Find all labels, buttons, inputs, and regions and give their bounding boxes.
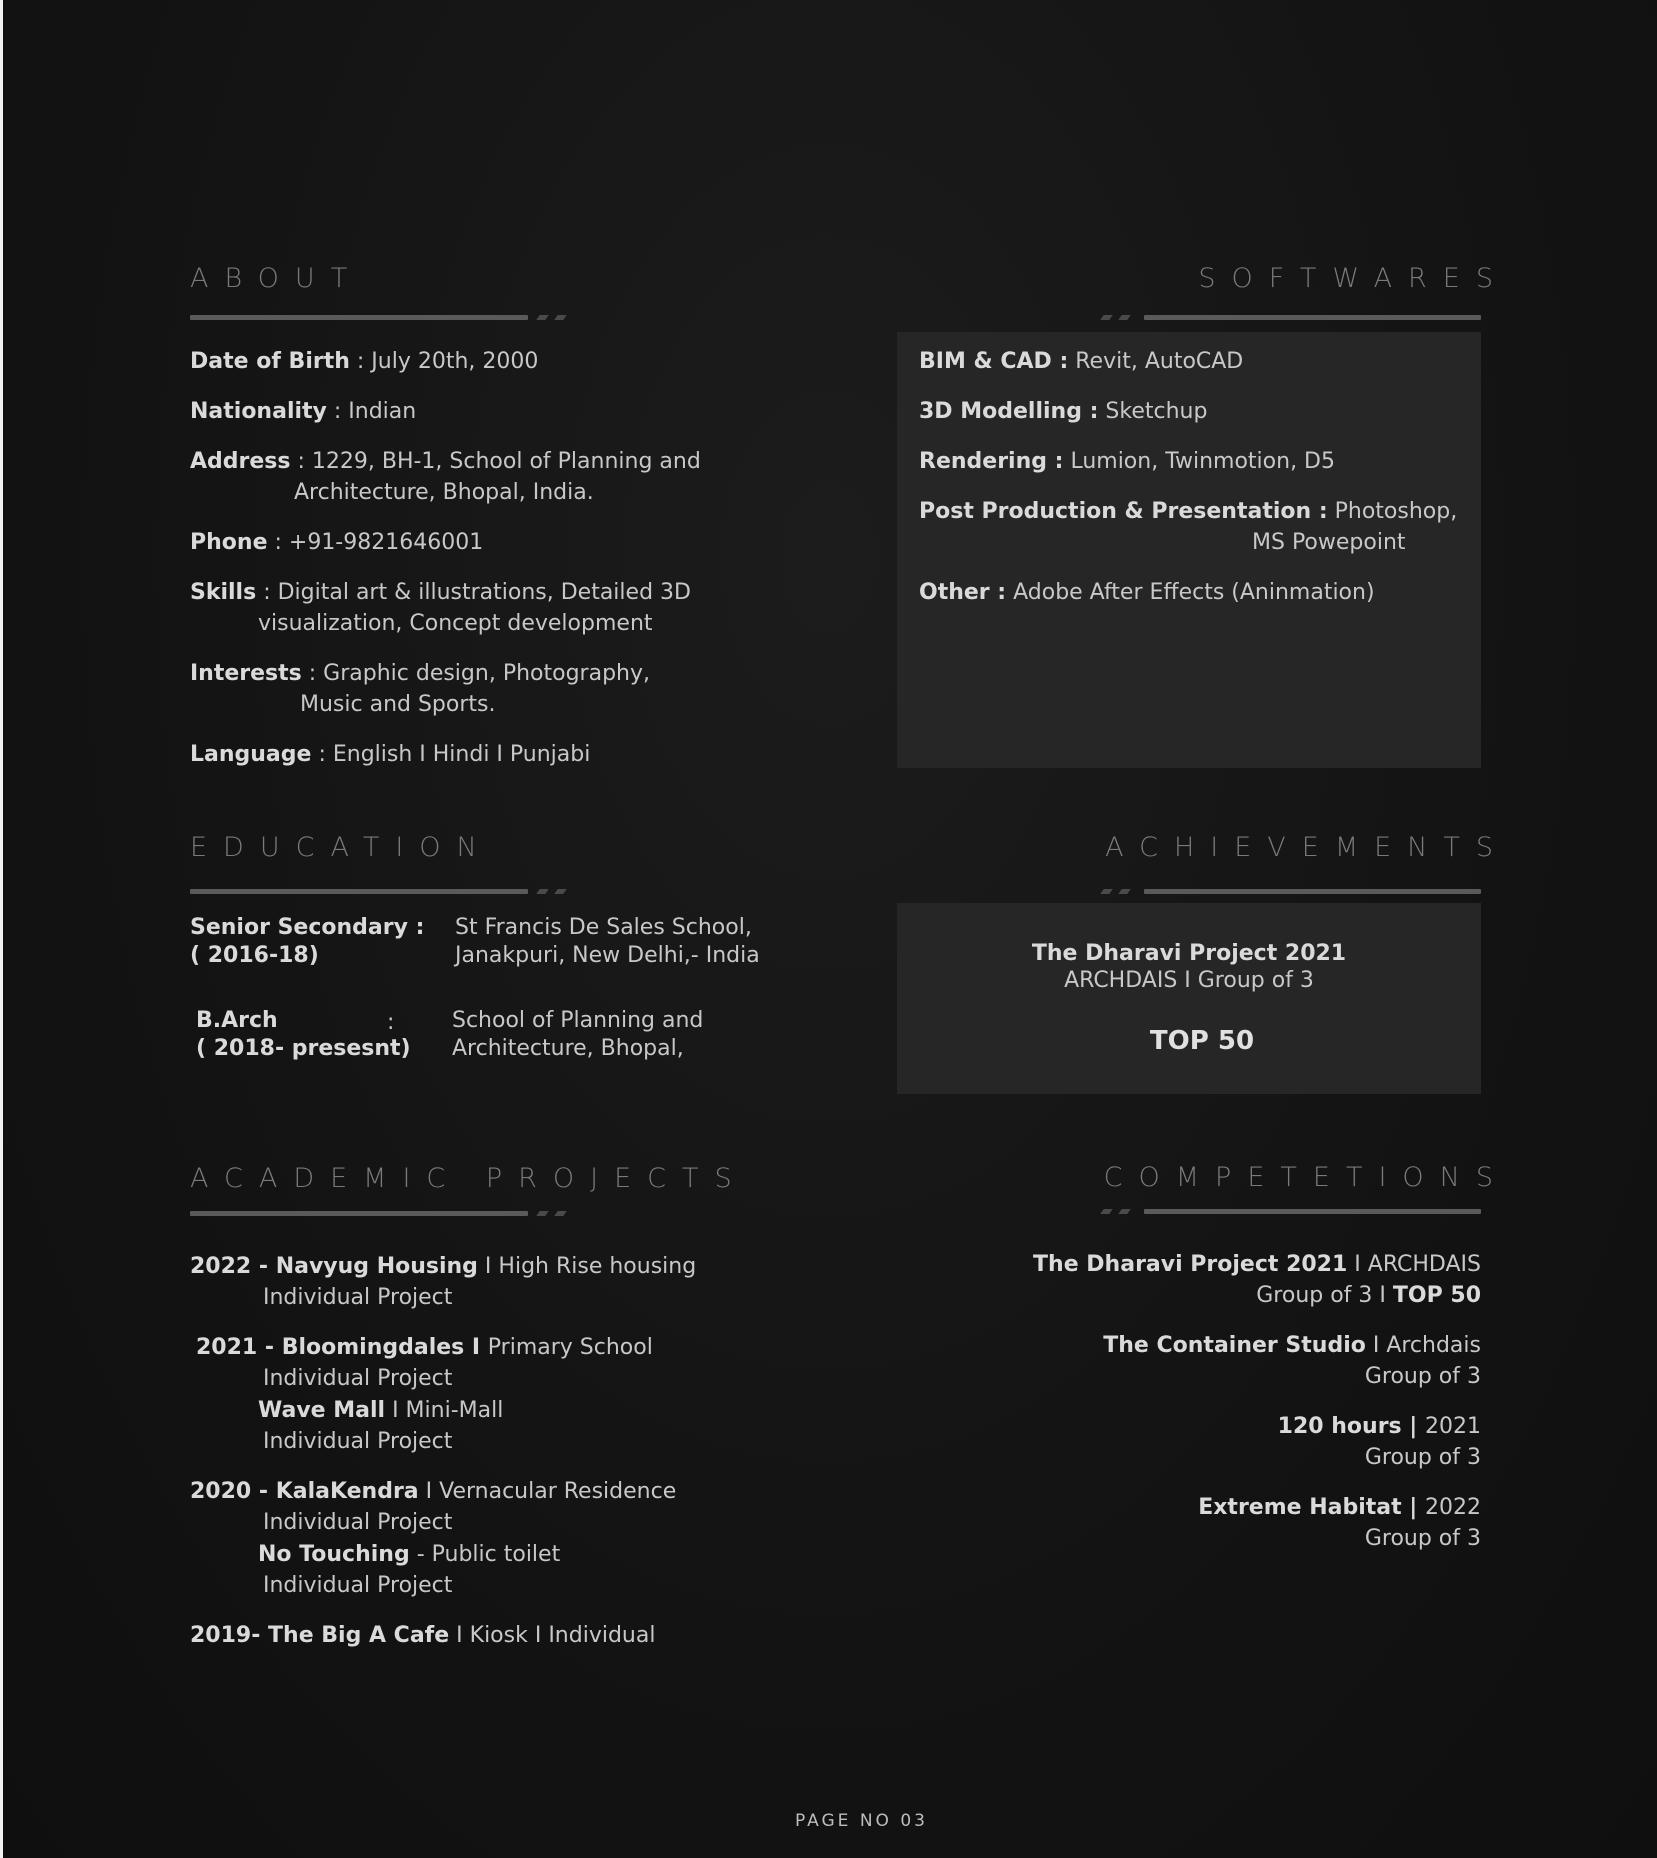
language-value: : English I Hindi I Punjabi: [311, 742, 591, 767]
project-2021: [196, 1332, 653, 1394]
c1-group: Group of 3 I: [1256, 1283, 1393, 1308]
barch-colon: :: [387, 1010, 395, 1035]
about-nationality: [190, 396, 416, 427]
about-interests: [190, 658, 650, 720]
achievement-rank: TOP 50: [1149, 1026, 1255, 1056]
dob-value: : July 20th, 2000: [349, 349, 539, 374]
project-no-touching: [258, 1539, 560, 1601]
project-2019-name: The Big A Cafe: [268, 1623, 450, 1648]
interests-line1: : Graphic design, Photography,: [301, 661, 650, 686]
project-2021-sub: Individual Project: [263, 1366, 453, 1391]
skills-label: Skills: [190, 580, 257, 605]
project-2021-sep: I: [464, 1335, 488, 1360]
language-label: Language: [190, 742, 312, 767]
c1-name: The Dharavi Project 2021: [1033, 1252, 1348, 1277]
project-2020: [190, 1476, 676, 1538]
project-2022-sub: Individual Project: [263, 1285, 453, 1310]
softwares-heading: SOFTWARES: [1198, 263, 1509, 294]
bim-label: BIM & CAD :: [919, 349, 1069, 374]
about-language: [190, 739, 590, 770]
project-wave-mall: [258, 1395, 503, 1457]
dob-label: Date of Birth: [190, 349, 350, 374]
c4-group: Group of 3: [1364, 1526, 1481, 1551]
software-rendering: [919, 446, 1335, 477]
project-2020-sub: Individual Project: [263, 1510, 453, 1535]
touch-type: - Public toilet: [409, 1542, 561, 1567]
competition-120-hours: [1278, 1411, 1481, 1473]
about-phone: [190, 527, 483, 558]
rendering-value: Lumion, Twinmotion, D5: [1063, 449, 1335, 474]
c3-year: 2021: [1425, 1414, 1481, 1439]
project-2021-name: Bloomingdales: [281, 1335, 465, 1360]
rendering-label: Rendering :: [919, 449, 1064, 474]
education-barch-label: [196, 1007, 411, 1063]
senior-school-line2: Janakpuri, New Delhi,- India: [455, 943, 760, 968]
modelling-value: Sketchup: [1098, 399, 1208, 424]
achievement-title: The Dharavi Project 2021: [1031, 941, 1347, 966]
education-barch-school: [452, 1007, 703, 1063]
senior-school-line1: St Francis De Sales School,: [455, 915, 752, 940]
software-bim: [919, 346, 1243, 377]
post-value-line2: MS Powepoint: [1252, 530, 1406, 555]
barch-years: ( 2018- presesnt): [196, 1036, 411, 1061]
project-2019-year: 2019-: [190, 1623, 269, 1648]
page-number: PAGE NO 03: [795, 1811, 928, 1831]
address-label: Address: [190, 449, 291, 474]
c1-org: I ARCHDAIS: [1347, 1252, 1481, 1277]
barch-label: B.Arch: [196, 1008, 278, 1033]
achievements-panel: [897, 903, 1481, 1094]
barch-school-line1: School of Planning and: [452, 1008, 704, 1033]
project-2022-name: Navyug Housing: [275, 1254, 478, 1279]
education-heading: EDUCATION: [190, 832, 493, 863]
project-2021-type: Primary School: [487, 1335, 653, 1360]
bim-value: Revit, AutoCAD: [1068, 349, 1244, 374]
achievement-item: [897, 940, 1481, 994]
touch-sub: Individual Project: [263, 1573, 453, 1598]
c3-name: 120 hours: [1277, 1414, 1402, 1439]
about-rule: [190, 315, 575, 321]
project-2019: [190, 1620, 655, 1651]
other-label: Other :: [919, 580, 1007, 605]
senior-label: Senior Secondary :: [190, 915, 425, 940]
interests-label: Interests: [190, 661, 302, 686]
modelling-label: 3D Modelling :: [919, 399, 1099, 424]
skills-line1: : Digital art & illustrations, Detailed 3D: [256, 580, 691, 605]
software-other: [919, 577, 1375, 608]
about-dob: [190, 346, 538, 377]
project-2019-type: I Kiosk I Individual: [449, 1623, 656, 1648]
post-label: Post Production & Presentation :: [919, 499, 1328, 524]
project-2020-type: I Vernacular Residence: [418, 1479, 677, 1504]
c2-name: The Container Studio: [1103, 1333, 1366, 1358]
competition-dharavi: [1033, 1249, 1481, 1311]
project-2020-year: 2020 -: [190, 1479, 276, 1504]
post-value-line1: Photoshop,: [1327, 499, 1458, 524]
achievement-subtitle: ARCHDAIS I Group of 3: [1064, 968, 1314, 993]
competitions-heading: COMPETETIONS: [1103, 1162, 1509, 1193]
c4-year: 2022: [1425, 1495, 1481, 1520]
c3-sep: |: [1401, 1414, 1425, 1439]
address-line1: : 1229, BH-1, School of Planning and: [290, 449, 701, 474]
phone-value: : +91-9821646001: [267, 530, 484, 555]
project-2022-year: 2022 -: [190, 1254, 276, 1279]
achievements-heading: ACHIEVEMENTS: [1105, 832, 1509, 863]
c1-rank: TOP 50: [1392, 1283, 1481, 1308]
education-senior-school: [455, 914, 760, 970]
softwares-rule: [1098, 315, 1481, 321]
project-2021-year: 2021 -: [196, 1335, 282, 1360]
academic-projects-heading: ACADEMIC PROJECTS: [190, 1163, 748, 1194]
project-2022: [190, 1251, 696, 1313]
touch-name: No Touching: [258, 1542, 410, 1567]
academic-projects-rule: [190, 1211, 575, 1217]
nationality-value: : Indian: [326, 399, 417, 424]
wave-name: Wave Mall: [258, 1398, 386, 1423]
about-skills: [190, 577, 691, 639]
c4-name: Extreme Habitat: [1198, 1495, 1402, 1520]
competitions-rule: [1098, 1209, 1481, 1215]
achievements-rule: [1098, 889, 1481, 895]
about-heading: ABOUT: [190, 263, 364, 294]
education-rule: [190, 889, 575, 895]
address-line2: Architecture, Bhopal, India.: [294, 480, 594, 505]
project-2020-name: KalaKendra: [275, 1479, 419, 1504]
nationality-label: Nationality: [190, 399, 327, 424]
project-2022-type: I High Rise housing: [477, 1254, 697, 1279]
wave-sub: Individual Project: [263, 1429, 453, 1454]
wave-type: I Mini-Mall: [385, 1398, 504, 1423]
senior-years: ( 2016-18): [190, 943, 319, 968]
software-post: [919, 496, 1457, 558]
other-value: Adobe After Effects (Aninmation): [1006, 580, 1375, 605]
c2-group: Group of 3: [1364, 1364, 1481, 1389]
software-modelling: [919, 396, 1207, 427]
competition-extreme-habitat: [1198, 1492, 1481, 1554]
interests-line2: Music and Sports.: [300, 692, 496, 717]
phone-label: Phone: [190, 530, 268, 555]
competition-container-studio: [1103, 1330, 1481, 1392]
skills-line2: visualization, Concept development: [258, 611, 653, 636]
c3-group: Group of 3: [1364, 1445, 1481, 1470]
barch-school-line2: Architecture, Bhopal,: [452, 1036, 684, 1061]
about-address: [190, 446, 701, 508]
c2-org: I Archdais: [1365, 1333, 1481, 1358]
page-edge: [0, 0, 3, 1858]
education-senior-label: [190, 914, 424, 970]
c4-sep: |: [1401, 1495, 1425, 1520]
